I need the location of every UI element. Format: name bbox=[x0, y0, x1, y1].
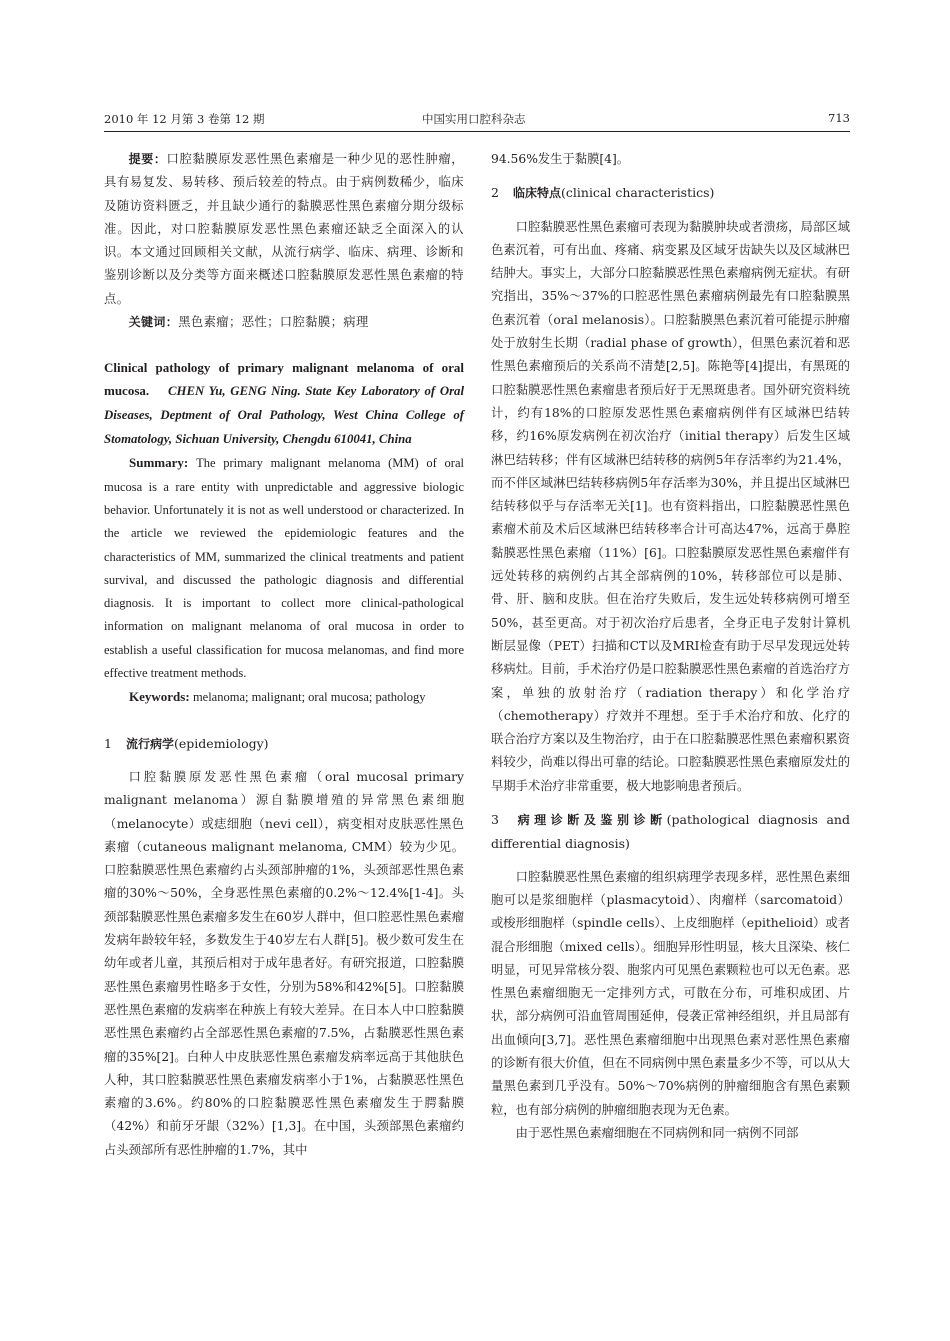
english-keywords: Keywords: melanoma; malignant; oral mucosa; pathology bbox=[129, 689, 426, 705]
english-summary: Summary: The primary malignant melanoma (MM) of oral mucosa is a rare entity with unpredictable and aggressive biologic behavior. Unfortunately it is not as well understood or characterized. In the article we reviewed the epidemiologic features and the characteristics of MM, summarized the clinical treatments and patient survival, and discussed the pathologic diagnosis and differential diagnosis. It is important to collect more clinical-pathological information on malignant melanoma of oral mucosa in order to establish a useful classification for mucosa melanomas, and find more effective treatment methods. bbox=[104, 455, 464, 681]
section-1-continuation: 94.56%发生于黏膜[4]。 bbox=[491, 152, 630, 166]
section-2-heading: 2 临床特点(clinical characteristics) bbox=[491, 185, 715, 201]
section-3-paragraph-2: 由于恶性黑色素瘤细胞在不同病例和同一病例不同部 bbox=[515, 1125, 799, 1140]
english-keywords-label: Keywords bbox=[129, 689, 186, 705]
keywords-zh-label: 关键词 bbox=[128, 315, 166, 330]
right-column bbox=[491, 148, 850, 1145]
keywords-zh-text: 黑色素瘤；恶性；口腔黏膜；病理 bbox=[178, 315, 369, 330]
english-keywords-text: melanoma; malignant; oral mucosa; pathology bbox=[192, 690, 426, 705]
journal-name: 中国实用口腔科杂志 bbox=[422, 112, 526, 126]
keywords-zh: 关键词：黑色素瘤；恶性；口腔黏膜；病理 bbox=[128, 315, 369, 330]
summary-label: Summary bbox=[129, 455, 184, 471]
english-title: Clinical pathology of primary malignant melanoma of oral mucosa. CHEN Yu, GENG Ning. State Key Laboratory of Oral Diseases, Deptment of Oral Pathology, West China College of Stomatology, Sichuan University, Chengdu 610041, China bbox=[104, 360, 465, 447]
abstract-zh: 提要：口腔黏膜原发恶性黑色素瘤是一种少见的恶性肿瘤，具有易复发、易转移、预后较差的特点。由于病例数稀少，临床及随访资料匮乏，并且缺少通行的黏膜恶性黑色素瘤分期分级标准。因此，对口腔黏膜原发恶性黑色素瘤还缺乏全面深入的认识。本文通过回顾相关文献，从流行病学、临床、病理、诊断和鉴别诊断以及分类等方面来概述口腔黏膜原发恶性黑色素瘤的特点。 bbox=[104, 152, 464, 306]
summary-text: The primary malignant melanoma (MM) of oral mucosa is a rare entity with unpredictable and aggressive biologic behavior. Unfortunately it is not as well understood or characterized. In the article we reviewed the epidemiologic features and the characteristics of MM, summarized the clinical treatments and patient survival, and discussed the pathologic diagnosis and differential diagnosis. It is important to collect more clinical-pathological information on malignant melanoma of oral mucosa in order to establish a useful classification for mucosa melanomas, and find more effective treatment methods. bbox=[104, 456, 464, 681]
left-column bbox=[104, 148, 464, 1162]
journal-issue: 2010 年 12 月第 3 卷第 12 期 bbox=[104, 112, 265, 126]
section-3-heading: 3 病理诊断及鉴别诊断(pathological diagnosis and differential diagnosis) bbox=[491, 812, 850, 852]
abstract-zh-label: 提要 bbox=[128, 152, 154, 166]
section-2-paragraph: 口腔黏膜恶性黑色素瘤可表现为黏膜肿块或者溃疡，局部区域色素沉着，可有出血、疼痛、病变累及区域牙齿缺失以及区域淋巴结肿大。事实上，大部分口腔黏膜恶性黑色素瘤病例无症状。有研究指出，35%～37%的口腔恶性黑色素瘤病例最先有口腔黏膜黑色素沉着（oral melanosis）。口腔黏膜黑色素沉着可能提示肿瘤处于放射生长期（radial phase of growth），但黑色素沉着和恶性黑色素瘤预后的关系尚不清楚[2,5]。陈艳等[4]提出，有黑斑的口腔黏膜恶性黑色素瘤患者预后好于无黑斑患者。国外研究资料统计，约有18%的口腔原发恶性黑色素瘤病例伴有区域淋巴结转移，约16%原发病例在初次治疗（initial therapy）后发生区域淋巴结转移；伴有区域淋巴结转移的病例5年存活率约为21.4%，而不伴区域淋巴结转移病例5年存活率为30%，并且提出区域淋巴结转移似乎与存活率无关[1]。也有资料指出，口腔黏膜恶性黑色素瘤术前及术后区域淋巴结转移率合计可高达47%，远高于鼻腔黏膜恶性黑色素瘤（11%）[6]。口腔黏膜原发恶性黑色素瘤伴有远处转移的病例约占其全部病例的10%，转移部位可以是肺、骨、肝、脑和皮肤。但在治疗失败后，发生远处转移病例可增至50%，甚至更高。对于初次治疗后患者，全身正电子发射计算机断层显像（PET）扫描和CT以及MRI检查有助于尽早发现远处转移病灶。目前，手术治疗仍是口腔黏膜恶性黑色素瘤的首选治疗方案，单独的放射治疗（radiation therapy）和化学治疗（chemotherapy）疗效并不理想。至于手术治疗和放、化疗的联合治疗方案以及生物治疗，由于在口腔黏膜恶性黑色素瘤积累资料较少，尚难以得出可靠的结论。口腔黏膜恶性黑色素瘤原发灶的早期手术治疗非常重要，极大地影响患者预后。 bbox=[491, 219, 850, 793]
running-header bbox=[104, 111, 850, 129]
section-1-paragraph: 口腔黏膜原发恶性黑色素瘤（oral mucosal primary malignant melanoma）源自黏膜增殖的异常黑色素细胞（melanocyte）或痣细胞（nevi cell），病变相对皮肤恶性黑色素瘤（cutaneous malignant melanoma, CMM）较为少见。口腔黏膜恶性黑色素瘤约占头颈部肿瘤的1%，头颈部恶性黑色素瘤的30%～50%，全身恶性黑色素瘤的0.2%～12.4%[1-4]。头颈部黏膜恶性黑色素瘤多发生在60岁人群中，但口腔恶性黑色素瘤发病年龄较年轻，多数发生于40岁左右人群[5]。极少数可发生在幼年或者儿童，其预后相对于成年患者好。有研究报道，口腔黏膜恶性黑色素瘤男性略多于女性，分别为58%和42%[5]。口腔黏膜恶性黑色素瘤的发病率在种族上有较大差异。在日本人中口腔黏膜恶性黑色素瘤约占全部恶性黑色素瘤的7.5%，占黏膜恶性黑色素瘤的35%[2]。白种人中皮肤恶性黑色素瘤发病率远高于其他肤色人种，其口腔黏膜恶性黑色素瘤发病率小于1%，占黏膜恶性黑色素瘤的3.6%。约80%的口腔黏膜恶性黑色素瘤发生于腭黏膜（42%）和前牙牙龈（32%）[1,3]。在中国，头颈部黑色素瘤约占头颈部所有恶性肿瘤的1.7%，其中 bbox=[104, 769, 464, 1157]
header-rule bbox=[104, 131, 850, 132]
page-number: 713 bbox=[828, 111, 850, 125]
section-3-paragraph-1: 口腔黏膜恶性黑色素瘤的组织病理学表现多样，恶性黑色素细胞可以是浆细胞样（plasmacytoid）、肉瘤样（sarcomatoid）或梭形细胞样（spindle cells）、上皮细胞样（epithelioid）或者混合形细胞（mixed cells）。细胞异形性明显，核大且深染、核仁明显，可见异常核分裂、胞浆内可见黑色素颗粒也可以无色素。恶性黑色素瘤细胞无一定排列方式，可散在分布，可堆积成团、片状，部分病例可沿血管周围延伸，侵袭正常神经组织，并且局部有出血倾向[3,7]。恶性黑色素瘤细胞中出现黑色素对恶性黑色素瘤的诊断有很大价值，但在不同病例中黑色素量多少不等，可以从大量黑色素到几乎没有。50%～70%病例的肿瘤细胞含有黑色素颗粒，也有部分病例的肿瘤细胞表现为无色素。 bbox=[491, 869, 850, 1117]
abstract-zh-text: 口腔黏膜原发恶性黑色素瘤是一种少见的恶性肿瘤，具有易复发、易转移、预后较差的特点。由于病例数稀少，临床及随访资料匮乏，并且缺少通行的黏膜恶性黑色素瘤分期分级标准。因此，对口腔黏膜原发恶性黑色素瘤还缺乏全面深入的认识。本文通过回顾相关文献，从流行病学、临床、病理、诊断和鉴别诊断以及分类等方面来概述口腔黏膜原发恶性黑色素瘤的特点。 bbox=[104, 152, 464, 306]
english-authors: CHEN Yu, GENG Ning. State Key Laboratory of Oral Diseases, Deptment of Oral Pathology, West China College of Stomatology, Sichuan University, Chengdu 610041, China bbox=[104, 384, 465, 447]
section-1-heading: 1 流行病学(epidemiology) bbox=[104, 735, 269, 751]
